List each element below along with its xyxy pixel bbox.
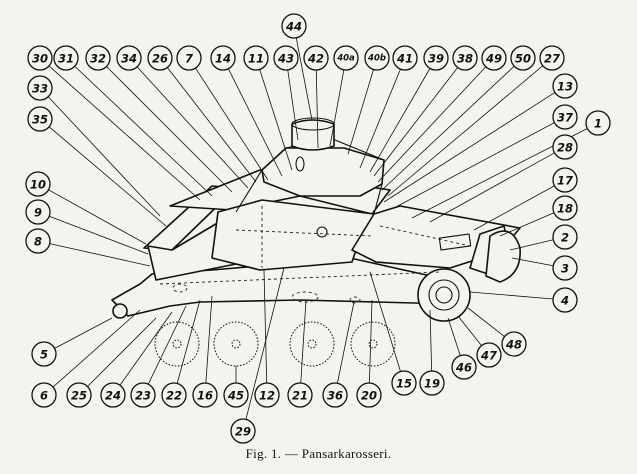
- callout-24: [101, 383, 125, 407]
- figure-caption: Fig. 1. — Pansarkarosseri.: [245, 446, 392, 461]
- callout-50: [511, 46, 535, 70]
- callout-label-24: 24: [104, 388, 122, 403]
- leader-line-40a: [330, 70, 344, 146]
- callout-label-35: 35: [31, 112, 49, 127]
- leader-line-48: [468, 308, 505, 337]
- callout-label-21: 21: [291, 388, 309, 403]
- leader-line-10: [48, 190, 146, 244]
- callout-label-40a: 40a: [337, 53, 355, 64]
- callout-label-30: 30: [31, 51, 49, 66]
- callout-label-41: 41: [396, 51, 414, 66]
- callout-47: [477, 343, 501, 367]
- leader-line-11: [260, 69, 292, 170]
- callout-label-3: 3: [560, 261, 570, 276]
- leader-line-27: [388, 66, 543, 196]
- callout-42: [304, 46, 328, 70]
- callout-label-4: 4: [560, 293, 570, 308]
- callout-label-11: 11: [247, 51, 265, 66]
- rear-idler: [113, 304, 127, 318]
- callout-16: [193, 383, 217, 407]
- callout-label-20: 20: [360, 388, 378, 403]
- callout-9: [26, 200, 50, 224]
- leader-line-7: [196, 68, 268, 180]
- callout-21: [288, 383, 312, 407]
- callout-label-19: 19: [423, 376, 441, 391]
- leader-line-28: [430, 153, 555, 222]
- callout-32: [86, 46, 110, 70]
- leader-line-16: [206, 296, 212, 383]
- leader-line-34: [137, 67, 248, 188]
- callout-label-2: 2: [560, 230, 570, 245]
- leader-line-26: [167, 67, 256, 182]
- callout-40a: [334, 46, 358, 70]
- callout-15: [392, 371, 416, 395]
- callout-17: [553, 168, 577, 192]
- callout-8: [26, 229, 50, 253]
- callout-43: [274, 46, 298, 70]
- callout-13: [553, 74, 577, 98]
- callout-3: [553, 256, 577, 280]
- callout-11: [244, 46, 268, 70]
- leader-line-40b: [348, 69, 374, 154]
- callout-29: [231, 419, 255, 443]
- callout-label-42: 42: [307, 51, 325, 66]
- callout-label-10: 10: [29, 177, 47, 192]
- sprocket-outer: [418, 269, 470, 321]
- leader-line-4: [470, 292, 553, 299]
- callout-label-28: 28: [556, 140, 574, 155]
- callout-label-6: 6: [39, 388, 49, 403]
- callout-45: [224, 383, 248, 407]
- leader-line-9: [49, 216, 148, 254]
- callout-label-29: 29: [234, 424, 252, 439]
- callout-label-13: 13: [556, 79, 574, 94]
- callout-19: [420, 371, 444, 395]
- callout-label-31: 31: [57, 51, 75, 66]
- leader-line-50: [382, 66, 514, 190]
- callout-5: [32, 342, 56, 366]
- callout-label-15: 15: [395, 376, 413, 391]
- callout-label-23: 23: [134, 388, 152, 403]
- callout-label-40b: 40b: [368, 53, 386, 64]
- callout-22: [162, 383, 186, 407]
- hull-body: [112, 118, 520, 321]
- callout-38: [453, 46, 477, 70]
- callout-27: [540, 46, 564, 70]
- callout-label-14: 14: [214, 51, 232, 66]
- callout-35: [28, 107, 52, 131]
- callout-label-49: 49: [485, 51, 503, 66]
- callout-label-27: 27: [543, 51, 561, 66]
- callout-25: [67, 383, 91, 407]
- callout-label-16: 16: [196, 388, 214, 403]
- callout-30: [28, 46, 52, 70]
- leader-line-30: [49, 66, 200, 200]
- callout-6: [32, 383, 56, 407]
- callout-label-39: 39: [427, 51, 445, 66]
- callout-label-48: 48: [505, 337, 523, 352]
- callout-label-50: 50: [514, 51, 532, 66]
- callout-label-8: 8: [33, 234, 43, 249]
- callout-label-44: 44: [285, 19, 303, 34]
- callout-label-1: 1: [593, 116, 603, 131]
- road-wheel-2-hub: [232, 340, 240, 348]
- front-drum: [486, 231, 520, 282]
- callout-label-5: 5: [39, 347, 49, 362]
- callout-31: [54, 46, 78, 70]
- callout-label-46: 46: [455, 360, 473, 375]
- callout-label-36: 36: [326, 388, 344, 403]
- callout-44: [282, 14, 306, 38]
- callout-label-12: 12: [258, 388, 276, 403]
- callout-label-33: 33: [31, 81, 49, 96]
- callout-37: [553, 105, 577, 129]
- callout-41: [393, 46, 417, 70]
- callout-label-45: 45: [227, 388, 245, 403]
- road-wheels: [155, 322, 395, 366]
- leader-line-39: [370, 68, 430, 172]
- callout-34: [117, 46, 141, 70]
- callout-20: [357, 383, 381, 407]
- callout-33: [28, 76, 52, 100]
- leader-line-8: [50, 244, 150, 266]
- leader-line-35: [49, 127, 166, 226]
- road-wheel-1-hub: [173, 340, 181, 348]
- road-wheel-3-hub: [308, 340, 316, 348]
- callout-7: [177, 46, 201, 70]
- callout-26: [148, 46, 172, 70]
- callout-48: [502, 332, 526, 356]
- callout-label-9: 9: [33, 205, 43, 220]
- callout-label-18: 18: [556, 201, 574, 216]
- callout-label-7: 7: [184, 51, 194, 66]
- callout-39: [424, 46, 448, 70]
- callout-36: [323, 383, 347, 407]
- leader-line-46: [448, 318, 460, 356]
- leader-line-31: [75, 66, 212, 196]
- callout-14: [211, 46, 235, 70]
- callout-label-17: 17: [556, 173, 574, 188]
- leader-line-41: [360, 69, 400, 168]
- callout-label-26: 26: [151, 51, 169, 66]
- callout-4: [553, 288, 577, 312]
- leader-line-38: [374, 68, 458, 176]
- callout-46: [452, 355, 476, 379]
- callout-23: [131, 383, 155, 407]
- callout-label-37: 37: [556, 110, 574, 125]
- callout-10: [26, 172, 50, 196]
- callout-label-25: 25: [70, 388, 88, 403]
- leader-line-17: [474, 186, 554, 230]
- leader-line-5: [55, 318, 112, 348]
- callout-12: [255, 383, 279, 407]
- callout-label-32: 32: [89, 51, 107, 66]
- callout-18: [553, 196, 577, 220]
- leader-line-25: [87, 318, 156, 387]
- cupola: [292, 120, 334, 150]
- callout-label-38: 38: [456, 51, 474, 66]
- leader-line-47: [458, 316, 482, 346]
- callout-28: [553, 135, 577, 159]
- callout-49: [482, 46, 506, 70]
- callout-40b: [365, 46, 389, 70]
- leader-line-13: [384, 92, 555, 202]
- leader-line-19: [430, 310, 432, 371]
- leader-line-37: [394, 123, 554, 208]
- callout-label-47: 47: [480, 348, 498, 363]
- leader-line-18: [500, 213, 554, 236]
- callout-1: [586, 111, 610, 135]
- callout-label-22: 22: [165, 388, 183, 403]
- callout-label-43: 43: [277, 51, 295, 66]
- callout-2: [553, 225, 577, 249]
- callout-label-34: 34: [120, 51, 138, 66]
